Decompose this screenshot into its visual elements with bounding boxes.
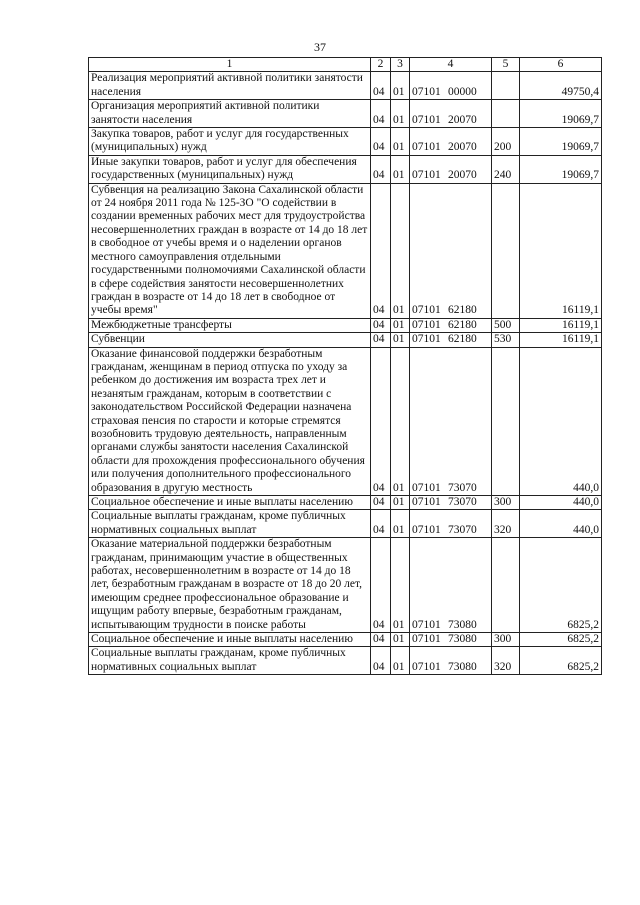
column-header: 4 (410, 58, 492, 72)
program-code: 07101 (412, 496, 441, 508)
expense-type-code: 200 (492, 128, 520, 156)
section-code: 04 (371, 128, 391, 156)
expense-type-code (492, 72, 520, 100)
section-code: 04 (371, 100, 391, 128)
amount: 440,0 (520, 347, 602, 495)
direction-code: 73080 (448, 618, 477, 631)
section-code: 04 (371, 347, 391, 495)
page-number: 37 (314, 40, 326, 54)
program-code: 07101 (412, 618, 441, 631)
table-row (89, 128, 602, 156)
expense-type-code: 320 (492, 647, 520, 675)
column-header: 2 (371, 58, 391, 72)
expense-type-code (492, 538, 520, 633)
expense-type-code: 500 (492, 318, 520, 332)
item-name: Субвенции (89, 333, 371, 347)
item-name: Социальное обеспечение и иные выплаты населению (89, 633, 371, 647)
item-name: Социальные выплаты гражданам, кроме публичных нормативных социальных выплат (89, 647, 371, 675)
direction-code: 73070 (448, 496, 477, 508)
column-header: 1 (89, 58, 371, 72)
table-row (89, 510, 602, 538)
item-name: Иные закупки товаров, работ и услуг для обеспечения государственных (муниципальных) нужд (89, 155, 371, 183)
subsection-code: 01 (391, 496, 410, 510)
subsection-code: 01 (391, 155, 410, 183)
amount: 19069,7 (520, 128, 602, 156)
expense-type-code: 300 (492, 496, 520, 510)
target-article-code (410, 347, 492, 495)
section-code: 04 (371, 647, 391, 675)
program-code: 07101 (412, 85, 441, 98)
item-name: Межбюджетные трансферты (89, 318, 371, 332)
direction-code: 20070 (448, 113, 477, 126)
item-name: Организация мероприятий активной политики занятости населения (89, 100, 371, 128)
program-code: 07101 (412, 169, 441, 182)
target-article-code (410, 183, 492, 318)
table-row (89, 100, 602, 128)
expense-type-code: 240 (492, 155, 520, 183)
subsection-code: 01 (391, 510, 410, 538)
expense-type-code: 300 (492, 633, 520, 647)
target-article-code (410, 633, 492, 647)
amount: 16119,1 (520, 318, 602, 332)
program-code: 07101 (412, 141, 441, 154)
table-row (89, 72, 602, 100)
target-article-code (410, 333, 492, 347)
direction-code: 62180 (448, 333, 477, 346)
target-article-code (410, 100, 492, 128)
table-row (89, 633, 602, 647)
program-code: 07101 (412, 633, 441, 646)
direction-code: 20070 (448, 141, 477, 154)
table-row (89, 155, 602, 183)
direction-code: 73070 (448, 523, 477, 536)
program-code: 07101 (412, 333, 441, 346)
item-name: Социальные выплаты гражданам, кроме публичных нормативных социальных выплат (89, 510, 371, 538)
amount: 49750,4 (520, 72, 602, 100)
target-article-code (410, 647, 492, 675)
program-code: 07101 (412, 523, 441, 536)
subsection-code: 01 (391, 318, 410, 332)
expense-type-code: 320 (492, 510, 520, 538)
expense-type-code (492, 100, 520, 128)
target-article-code (410, 510, 492, 538)
target-article-code (410, 538, 492, 633)
direction-code: 62180 (448, 304, 477, 317)
item-name: Закупка товаров, работ и услуг для государственных (муниципальных) нужд (89, 128, 371, 156)
item-name: Оказание материальной поддержки безработным гражданам, принимающим участие в общественных работах, несовершеннолетним в возрасте от 14 до 18 лет, безработным гражданам в возрасте от 18 до 20 лет, имеющим среднее профессиональное образование и ищущим работу впервые, безработным гражданам, испытывающим трудности в поиске работы (89, 538, 371, 633)
item-name: Социальное обеспечение и иные выплаты населению (89, 496, 371, 510)
subsection-code: 01 (391, 72, 410, 100)
direction-code: 73080 (448, 633, 477, 646)
header-row (89, 58, 602, 72)
amount: 19069,7 (520, 155, 602, 183)
subsection-code: 01 (391, 333, 410, 347)
budget-table (88, 57, 602, 675)
target-article-code (410, 318, 492, 332)
section-code: 04 (371, 183, 391, 318)
amount: 19069,7 (520, 100, 602, 128)
program-code: 07101 (412, 660, 441, 673)
target-article-code (410, 155, 492, 183)
subsection-code: 01 (391, 633, 410, 647)
amount: 440,0 (520, 496, 602, 510)
direction-code: 20070 (448, 169, 477, 182)
table-row (89, 647, 602, 675)
section-code: 04 (371, 538, 391, 633)
program-code: 07101 (412, 113, 441, 126)
target-article-code (410, 72, 492, 100)
program-code: 07101 (412, 304, 441, 317)
table-row (89, 496, 602, 510)
column-header: 5 (492, 58, 520, 72)
target-article-code (410, 128, 492, 156)
expense-type-code (492, 347, 520, 495)
amount: 16119,1 (520, 333, 602, 347)
expense-type-code: 530 (492, 333, 520, 347)
table-row (89, 333, 602, 347)
section-code: 04 (371, 155, 391, 183)
section-code: 04 (371, 333, 391, 347)
subsection-code: 01 (391, 100, 410, 128)
column-header: 3 (391, 58, 410, 72)
section-code: 04 (371, 318, 391, 332)
direction-code: 73070 (448, 481, 477, 494)
direction-code: 00000 (448, 85, 477, 98)
direction-code: 62180 (448, 318, 477, 331)
item-name: Оказание финансовой поддержки безработным гражданам, женщинам в период отпуска по уходу за ребенком до достижения им возраста трех лет и незанятым гражданам, которым в соответствии с законодательством Российской Федерации назначена страховая пенсия по старости и которые стремятся возобновить трудовую деятельность, направленным органами службы занятости населения Сахалинской области для прохождения профессионального обучения или получения дополнительного профессионального образования в другую местность (89, 347, 371, 495)
amount: 6825,2 (520, 538, 602, 633)
program-code: 07101 (412, 481, 441, 494)
section-code: 04 (371, 72, 391, 100)
section-code: 04 (371, 510, 391, 538)
amount: 6825,2 (520, 647, 602, 675)
expense-type-code (492, 183, 520, 318)
table-row (89, 318, 602, 332)
program-code: 07101 (412, 318, 441, 331)
table-row (89, 538, 602, 633)
amount: 6825,2 (520, 633, 602, 647)
subsection-code: 01 (391, 128, 410, 156)
table-row (89, 347, 602, 495)
subsection-code: 01 (391, 647, 410, 675)
section-code: 04 (371, 633, 391, 647)
amount: 440,0 (520, 510, 602, 538)
direction-code: 73080 (448, 660, 477, 673)
item-name: Реализация мероприятий активной политики занятости населения (89, 72, 371, 100)
target-article-code (410, 496, 492, 510)
item-name: Субвенция на реализацию Закона Сахалинской области от 24 ноября 2011 года № 125-ЗО "О содействии в создании временных рабочих мест для трудоустройства несовершеннолетних граждан в возрасте от 14 до 18 лет в свободное от учебы время и о наделении органов местного самоуправления отдельными государственными полномочиями Сахалинской области в сфере содействия занятости несовершеннолетних граждан в возрасте от 14 до 18 лет в свободное от учебы время" (89, 183, 371, 318)
amount: 16119,1 (520, 183, 602, 318)
subsection-code: 01 (391, 347, 410, 495)
table-row (89, 183, 602, 318)
column-header: 6 (520, 58, 602, 72)
subsection-code: 01 (391, 183, 410, 318)
subsection-code: 01 (391, 538, 410, 633)
section-code: 04 (371, 496, 391, 510)
